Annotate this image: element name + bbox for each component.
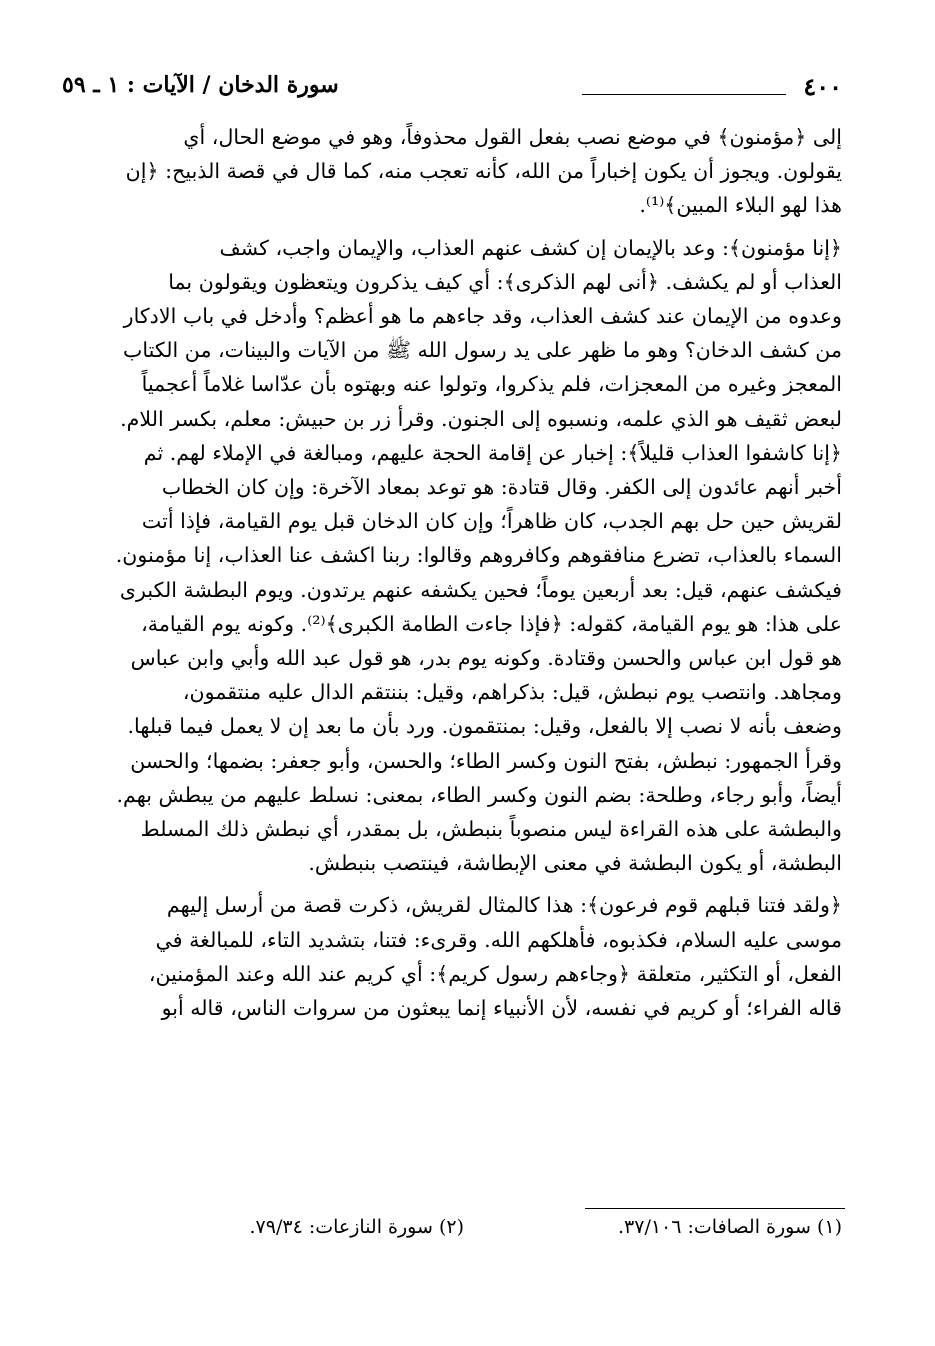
page-body [62, 120, 842, 1025]
running-title: سورة الدخان / الآيات : ١ ـ ٥٩ [62, 72, 339, 98]
footnote-rule [585, 1208, 845, 1209]
footnote-1: (١) سورة الصافات: ٣٧/١٠٦. [617, 1216, 842, 1238]
paragraph-3: ﴿ولقد فتنا قبلهم قوم فرعون﴾: هذا كالمثال لقريش، ذكرت قصة من أرسل إليهم موسى عليه السلام، فكذبوه، فأهلكهم الله. وقرىء: فتنا، بتشديد التاء، للمبالغة في الفعل، أو التكثير، متعلقة ﴿وجاءهم رسول كريم﴾: أي كريم عند الله وعند المؤمنين، قاله الفراء؛ أو كريم في نفسه، لأن الأنبياء إنما يبعثون من سروات الناس، قاله أبو [148, 893, 842, 1021]
page-number: ٤٠٠ [803, 72, 842, 101]
page-header [62, 72, 842, 106]
paragraph-2: ﴿إنا مؤمنون﴾: وعد بالإيمان إن كشف عنهم العذاب، والإيمان واجب، كشف العذاب أو لم يكشف. ﴿أنى لهم الذكرى﴾: أي كيف يذكرون ويتعظون ويقولون بما وعدوه من الإيمان عند كشف العذاب، وقد جاءهم ما هو أعظم؟ وأدخل في باب الادكار من كشف الدخان؟ وهو ما ظهر على يد رسول الله ﷺ من الآيات والبينات، من الكتاب المعجز وغيره من المعجزات، فلم يذكروا، وتولوا عنه وبهتوه بأن عدّاسا غلاماً أعجمياً لبعض ثقيف هو الذي علمه، ونسبوه إلى الجنون. وقرأ زر بن حبيش: معلم، بكسر اللام. ﴿إنا كاشفوا العذاب قليلاً﴾: إخبار عن إقامة الحجة عليهم، ومبالغة في الإملاء لهم. ثم أخبر أنهم عائدون إلى الكفر. وقال قتادة: هو توعد بمعاد الآخرة: وإن كان الخطاب لقريش حين حل بهم الجدب، كان ظاهراً؛ وإن كان الدخان قبل يوم القيامة، فإذا أتت السماء بالعذاب، تضرع منافقوهم وكافروهم وقالوا: ربنا اكشف عنا العذاب، إنا مؤمنون. فيكشف عنهم، قيل: بعد أربعين يوماً؛ فحين يكشفه عنهم يرتدون. ويوم البطشة الكبرى على هذا: هو يوم القيامة، كقوله: ﴿فإذا جاءت الطامة الكبرى﴾⁽²⁾. وكونه يوم القيامة، هو قول ابن عباس والحسن وقتادة. وكونه يوم بدر، هو قول عبد الله وأبي وابن عباس ومجاهد. وانتصب يوم نبطش، قيل: بذكراهم، وقيل: بننتقم الدال عليه منتقمون، وضعف بأنه لا نصب إلا بالفعل، وقيل: بمنتقمون. ورد بأن ما بعد إن لا يعمل فيما قبلها. وقرأ الجمهور: نبطش، بفتح النون وكسر الطاء؛ والحسن، وأبو جعفر: بضمها؛ والحسن أيضاً، وأبو رجاء، وطلحة: بضم النون وكسر الطاء، بمعنى: نسلط عليهم من يبطش بهم. والبطشة على هذه القراءة ليس منصوباً بنبطش، بل بمقدر، أي نبطش ذلك المسلط البطشة، أو يكون البطشة في معنى الإبطاشة، فينتصب بنبطش. [115, 235, 842, 876]
header-rule [582, 94, 786, 95]
footnotes [62, 1216, 842, 1246]
footnote-2: (٢) سورة النازعات: ٧٩/٣٤. [249, 1216, 464, 1238]
paragraph-1: إلى ﴿مؤمنون﴾ في موضع نصب بفعل القول محذوفاً، وهو في موضع الحال، أي يقولون. ويجوز أن يكون إخباراً من الله، كأنه تعجب منه، كما قال في قصة الذبيح: ﴿إن هذا لهو البلاء المبين﴾⁽¹⁾. [125, 125, 842, 218]
